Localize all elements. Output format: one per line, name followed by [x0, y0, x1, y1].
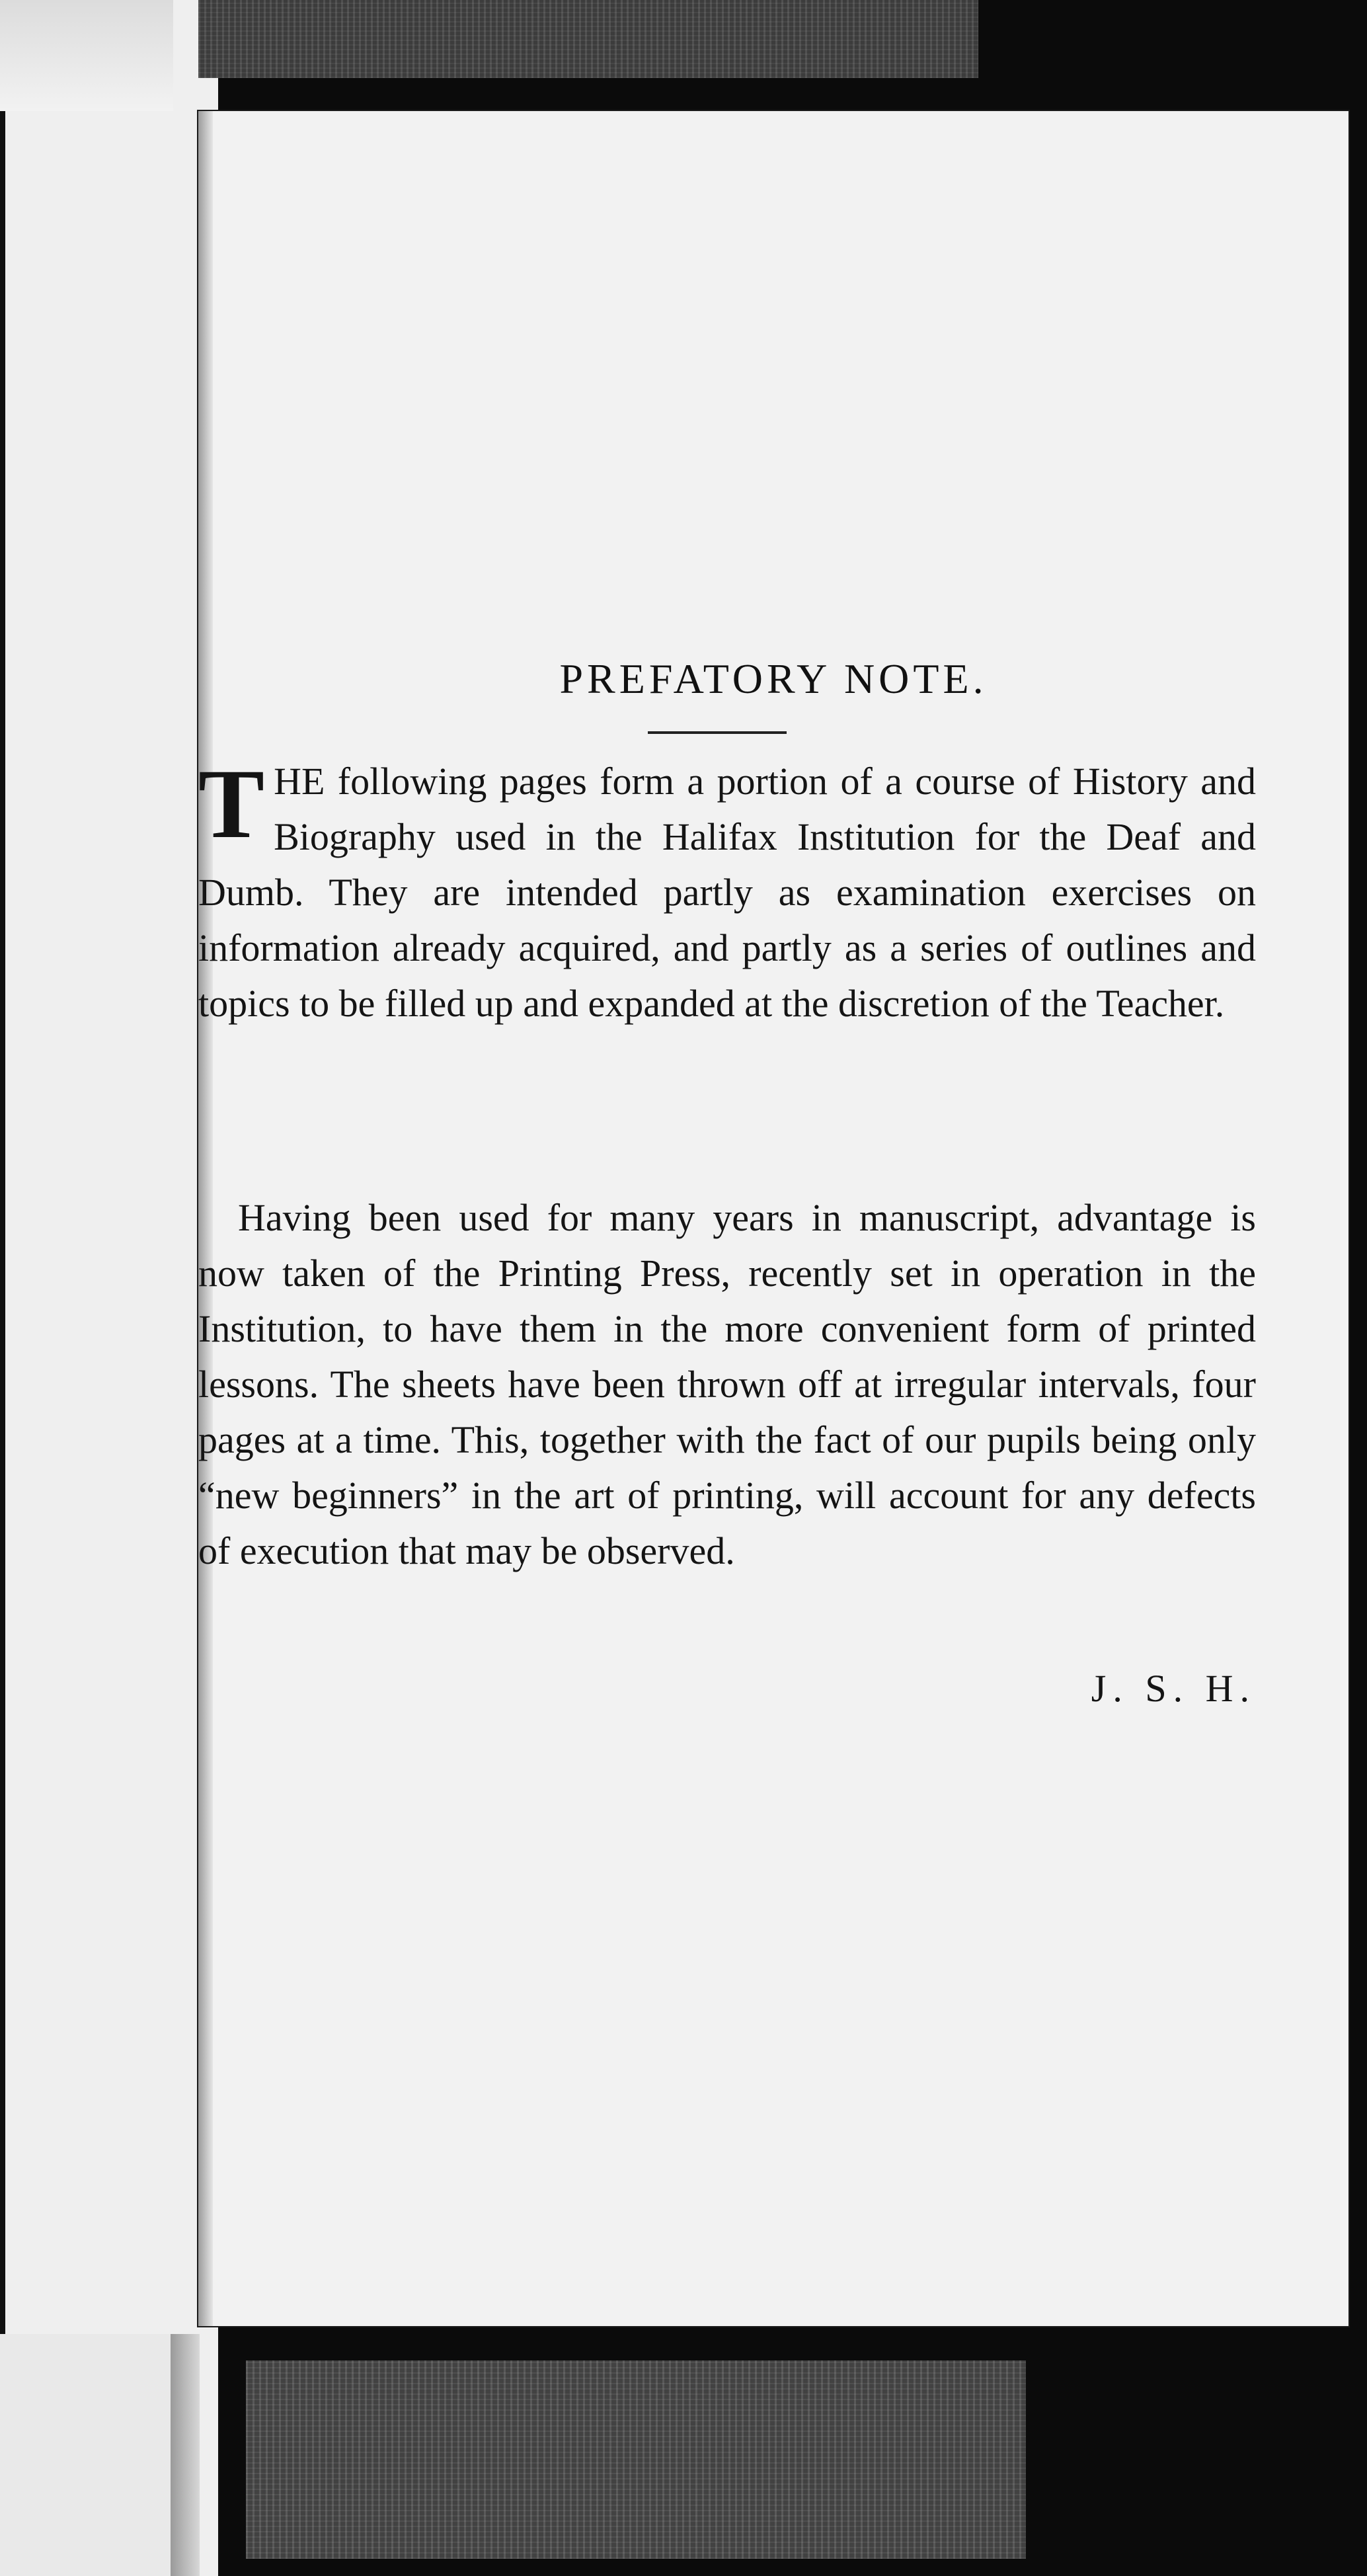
signature-initials: J. S. H. — [1091, 1667, 1256, 1710]
scan-tab-bottom-edge — [171, 2334, 200, 2576]
scan-edge-left — [0, 0, 5, 2576]
title-rule — [648, 731, 787, 734]
paragraph-1 — [198, 749, 1256, 1031]
paragraph-2 — [198, 1190, 1256, 1579]
paragraph-2-text: Having been used for many years in manuscript, advantage is now taken of the Printing Press, recently set in operation in the Institution, to have them in the more convenient form of printed lessons. The sheets have been thrown off at irregular intervals, four pages at a time. This, together with the fact of our pupils being only “new beginners” in the art of printing, will account for any defects of execution that may be observed. — [198, 1196, 1256, 1572]
page-title: PREFATORY NOTE. — [559, 655, 988, 702]
paragraph-1-text: HE following pages form a portion of a course of History and Biography used in the Halifax Institution for the Deaf and Dumb. They are intended partly as examination exercises on information already acquired, and partly as a series of outlines and topics to be filled up and expanded at the discretion of the Teacher. — [198, 760, 1256, 1025]
scan-tab-top — [0, 0, 173, 111]
scan-texture-bottom — [246, 2360, 1026, 2559]
scan-tab-bottom — [0, 2334, 198, 2576]
drop-cap: T — [198, 749, 265, 859]
scan-texture-top — [198, 0, 978, 78]
scan-margin-left — [0, 0, 218, 2576]
